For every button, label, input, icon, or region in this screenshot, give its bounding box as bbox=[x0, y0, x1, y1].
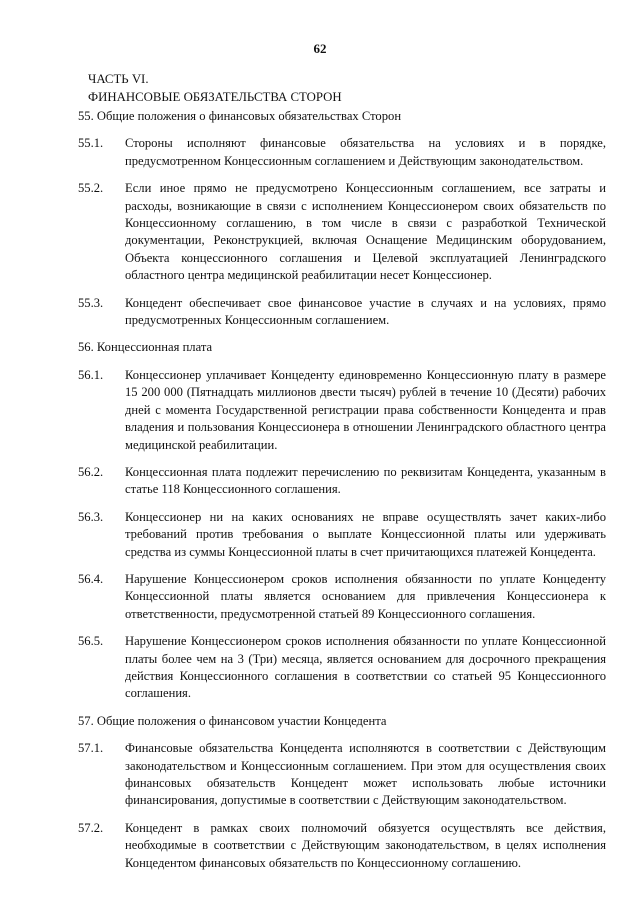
clause-number: 56.2. bbox=[78, 464, 104, 479]
clause-number: 56.4. bbox=[78, 571, 104, 586]
clause-number: 57.1. bbox=[78, 741, 104, 756]
clause-number: 57.2. bbox=[78, 820, 104, 835]
clause bbox=[78, 135, 606, 170]
clause-text: Концессионер ни на каких основаниях не вправе осуществлять зачет каких-либо требований против требования о выплате Концессионной платы или удерживать средства из суммы Концессионной платы в счет причитающихся платежей Концедента. bbox=[125, 509, 606, 559]
clause-text: Концессионер уплачивает Концеденту единовременно Концессионную плату в размере 15 200 000 (Пятнадцать миллионов двести тысяч) рублей в течение 10 (Десяти) рабочих дней с момента Государственной регистрации права собственности Концедента и прав владения и пользования Концессионера в отношении Ленинградского областного центра медицинской реабилитации. bbox=[125, 367, 606, 452]
clause-number: 55.2. bbox=[78, 181, 104, 196]
clause-text: Финансовые обязательства Концедента исполняются в соответствии с Действующим законодательством и Концессионным соглашением. При этом для осуществления своих финансовых обязательств Концедент может использовать любые источники финансирования, допустимые в соответствии с Действующим законодательством. bbox=[125, 741, 606, 808]
clause-text: Если иное прямо не предусмотрено Концессионным соглашением, все затраты и расходы, возникающие в связи с исполнением Концессионером своих обязательств по Концессионному соглашению, в том числе в связи с разработкой Технической документации, Реконструкцией, включая Оснащение Медицинским оборудованием, Объекта концессионного соглашения и Целевой эксплуатацией Ленинградского областного центра медицинской реабилитации несет Концессионер. bbox=[125, 181, 606, 283]
part-subtitle: ФИНАНСОВЫЕ ОБЯЗАТЕЛЬСТВА СТОРОН bbox=[88, 90, 342, 104]
clause bbox=[78, 820, 606, 872]
part-header bbox=[88, 70, 568, 106]
section-heading: 55. Общие положения о финансовых обязательствах Сторон bbox=[78, 109, 402, 123]
clause-text: Концедент обеспечивает свое финансовое участие в случаях и на условиях, прямо предусмотренных Концессионным соглашением. bbox=[125, 295, 606, 328]
clause bbox=[78, 740, 606, 810]
clause bbox=[78, 180, 606, 284]
clause-number: 56.1. bbox=[78, 367, 104, 382]
section-heading: 56. Концессионная плата bbox=[78, 340, 213, 355]
clause bbox=[78, 464, 606, 499]
clause-number: 56.3. bbox=[78, 509, 104, 524]
section-heading: 57. Общие положения о финансовом участии Концедента bbox=[78, 713, 387, 728]
clause-number: 55.3. bbox=[78, 295, 104, 310]
clause bbox=[78, 367, 606, 454]
clause-text: Нарушение Концессионером сроков исполнения обязанности по уплате Концессионной платы более чем на 3 (Три) месяца, является основанием для досрочного прекращения действия Концессионного соглашения в соответствии со статьей 95 Концессионного соглашения. bbox=[125, 634, 606, 701]
clause-text: Нарушение Концессионером сроков исполнения обязанности по уплате Концеденту Концессионной платы является основанием для привлечения Концессионера к ответственности, предусмотренной статьей 89 Концессионного соглашения. bbox=[125, 571, 606, 621]
clause-number: 56.5. bbox=[78, 634, 104, 649]
clause bbox=[78, 571, 606, 623]
clause bbox=[78, 295, 606, 330]
clause-text: Стороны исполняют финансовые обязательства на условиях и в порядке, предусмотренном Концессионным соглашением и Действующим законодательством. bbox=[125, 136, 606, 168]
clause-number: 55.1. bbox=[78, 136, 104, 151]
clause bbox=[78, 633, 606, 703]
clause-text: Концессионная плата подлежит перечислению по реквизитам Концедента, указанным в статье 118 Концессионного соглашения. bbox=[125, 464, 606, 497]
clause-text: Концедент в рамках своих полномочий обязуется осуществлять все действия, необходимые в соответствии с Действующим законодательством, в целях исполнения Концедентом финансовых обязательств по Концессионному соглашению. bbox=[125, 820, 606, 870]
part-title: ЧАСТЬ VI. bbox=[88, 72, 149, 86]
clause bbox=[78, 509, 606, 561]
document-body bbox=[78, 108, 606, 882]
page-number: 62 bbox=[313, 41, 327, 56]
